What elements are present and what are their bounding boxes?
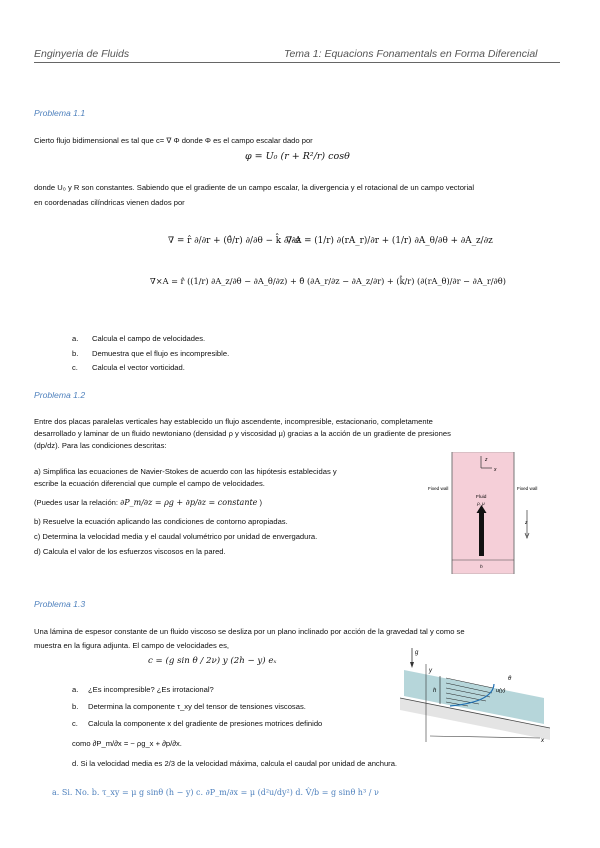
list-item [72, 363, 229, 378]
wall-left-label: Fixed wall [428, 486, 449, 491]
profile-label: u(y) [496, 688, 506, 694]
fluid-label: Fluid [476, 495, 487, 500]
hint-close: ) [259, 498, 263, 507]
phi-equation: φ = U₀ (r + R²/r) cosθ [245, 151, 350, 162]
thickness-label: h [433, 688, 437, 694]
list-item [72, 719, 322, 736]
problem-1-2-intro-1: Entre dos placas paralelas verticales hay establecido un flujo ascendente, incompresible, estacionario, completamente [34, 417, 433, 426]
inclined-plane-figure [400, 640, 550, 750]
hint-equation: ∂P_m/∂z = ρg + ∂p/∂z = constante [120, 498, 258, 507]
flow-arrow-shaft [479, 512, 484, 556]
gradient-equation: ∇ = r̂ ∂/∂r + (θ̂/r) ∂/∂θ − k̂ ∂/∂z [168, 236, 301, 246]
gravity-label: g [415, 650, 419, 656]
problem-1-1-title: Problema 1.1 [34, 108, 86, 118]
header-course-title: Enginyeria de Fluids [34, 48, 130, 60]
problem-1-1-intro: Cierto flujo bidimensional es tal que c= ∇ Φ donde Φ es el campo escalar dado por [34, 136, 313, 145]
problem-1-2-a-1: a) Simplifica las ecuaciones de Navier-Stokes de acuerdo con las hipótesis establecidas y [34, 467, 337, 476]
problem-1-2-intro-3: (dp/dz). Para las condiciones descritas: [34, 441, 167, 450]
problem-1-3-d: d. Si la velocidad media es 2/3 de la velocidad máxima, calcula el caudal por unidad de anchura. [72, 759, 398, 768]
hint-label: (Puedes usar la relación: [34, 498, 118, 507]
list-marker: c. [72, 719, 78, 728]
list-text: Calcula la componente x del gradiente de presiones motrices definido [88, 719, 323, 728]
problem-1-3-answers: a. Si. No. b. τ_xy = μ g sinθ (h − y) c. ∂P_m/∂x = μ (d²u/dy²) d. V̂/b = g sinθ h³ / ν [52, 788, 379, 797]
list-item [72, 334, 229, 349]
fluid-props-label: ρ, μ [477, 501, 485, 506]
list-text: Calcula el campo de velocidades. [92, 334, 206, 343]
velocity-equation: c = (g sin θ / 2ν) y (2h − y) eₓ [148, 656, 277, 666]
parallel-plates-figure [428, 452, 538, 574]
axis-z-label-top: z [485, 457, 488, 463]
problem-1-1-list [72, 334, 229, 378]
list-item [72, 685, 322, 702]
problem-1-1-desc-line2: en coordenadas cilíndricas vienen dados por [34, 198, 185, 207]
problem-1-2-a-2: escribe la ecuación diferencial que cumple el campo de velocidades. [34, 479, 265, 488]
problem-1-2-hint [34, 497, 262, 508]
problem-1-1-desc-line1: donde U₀ y R son constantes. Sabiendo que el gradiente de un campo escalar, la divergencia y el rotacional de un campo vectorial [34, 183, 475, 192]
y-axis-label: y [429, 668, 432, 674]
list-marker: a. [72, 334, 79, 343]
list-text: ¿Es incompresible? ¿Es irrotacional? [88, 685, 214, 694]
gravity-axis-label: z [525, 520, 528, 526]
problem-1-3-intro-2: muestra en la figura adjunta. El campo de velocidades es, [34, 641, 230, 650]
x-axis-label: x [541, 738, 544, 744]
list-marker: c. [72, 363, 78, 372]
wall-right-label: Fixed wall [517, 486, 538, 491]
problem-1-3-title: Problema 1.3 [34, 599, 86, 609]
header-rule [34, 62, 560, 63]
curl-equation: ∇×A = r̂ ((1/r) ∂A_z/∂θ − ∂A_θ/∂z) + θ̂ (∂A_r/∂z − ∂A_z/∂r) + (k̂/r) (∂(rA_θ)/∂r − ∂A_r/∂θ) [150, 276, 506, 286]
list-marker: b. [72, 702, 79, 711]
problem-1-3-intro-1: Una lámina de espesor constante de un fluido viscoso se desliza por un plano inclinado por acción de la gravedad tal y como se [34, 627, 465, 636]
problem-1-3-list [72, 685, 322, 736]
problem-1-2-intro-2: desarrollado y laminar de un fluido newtoniano (densidad ρ y viscosidad μ) gracias a la acción de un gradiente de presiones [34, 429, 451, 438]
list-text: Demuestra que el flujo es incompresible. [92, 348, 230, 358]
list-item [72, 702, 322, 719]
list-marker: b. [72, 348, 79, 358]
problem-1-2-title: Problema 1.2 [34, 390, 86, 400]
axis-x-label: x [494, 467, 497, 473]
theta-label: θ [508, 676, 512, 682]
problem-1-3-c-equation: como ∂P_m/∂x = − ρg_x + ∂p/∂x. [72, 739, 182, 748]
divergence-equation: ∇·A = (1/r) ∂(rA_r)/∂r + (1/r) ∂A_θ/∂θ + ∂A_z/∂z [286, 236, 493, 246]
list-item [72, 349, 229, 364]
gap-label: h [480, 565, 483, 570]
list-text: Calcula el vector vorticidad. [92, 363, 185, 372]
problem-1-2-c: c) Determina la velocidad media y el caudal volumétrico por unidad de envergadura. [34, 532, 318, 541]
problem-1-2-b: b) Resuelve la ecuación aplicando las condiciones de contorno apropiadas. [34, 517, 288, 526]
header-topic-title: Tema 1: Equacions Fonamentals en Forma Diferencial [284, 48, 538, 60]
problem-1-2-d: d) Calcula el valor de los esfuerzos viscosos en la pared. [34, 547, 226, 556]
list-text: Determina la componente τ_xy del tensor de tensiones viscosas. [88, 702, 306, 711]
list-marker: a. [72, 685, 79, 694]
